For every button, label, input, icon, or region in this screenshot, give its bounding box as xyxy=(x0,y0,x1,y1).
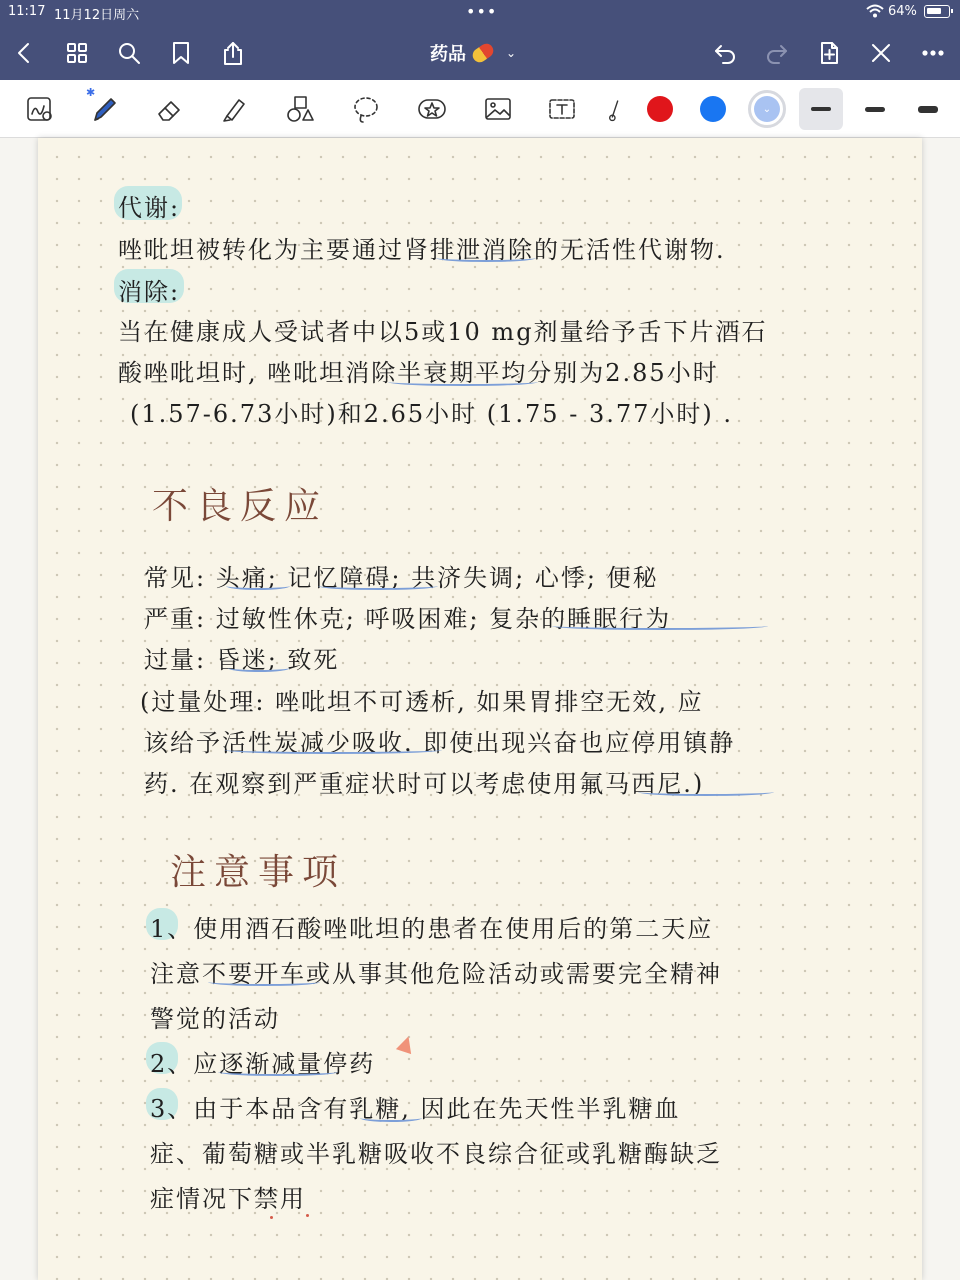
lasso-tool[interactable] xyxy=(344,88,388,130)
adverse-line: 严重: 过敏性休克; 呼吸困难; 复杂的睡眠行为 xyxy=(144,605,672,633)
precautions-heading: 注意事项 xyxy=(170,852,347,893)
metabolism-colon: : xyxy=(170,194,181,222)
more-icon xyxy=(920,40,946,66)
precaution-line: 2、应逐渐减量停药 xyxy=(150,1050,376,1078)
elimination-line: (1.57-6.73小时)和2.65小时 (1.75 - 3.77小时) . xyxy=(130,400,734,428)
laser-pointer-icon xyxy=(600,92,630,126)
underline-mark xyxy=(388,378,538,386)
adverse-line: (过量处理: 唑吡坦不可透析, 如果胃排空无效, 应 xyxy=(140,688,704,716)
add-page-button[interactable] xyxy=(812,36,846,70)
undo-icon xyxy=(712,40,738,66)
stroke-width-thin[interactable] xyxy=(799,88,843,130)
underline-mark xyxy=(224,746,442,754)
underline-mark xyxy=(638,788,774,796)
shape-tool[interactable] xyxy=(278,88,322,130)
status-bar xyxy=(0,0,960,24)
scribble-zoom-icon xyxy=(23,92,57,126)
adverse-line: 常见: 头痛; 记忆障碍; 共济失调; 心悸; 便秘 xyxy=(144,564,659,592)
multitasking-dots-icon[interactable]: ••• xyxy=(466,2,498,21)
share-icon xyxy=(220,40,246,66)
text-box-icon xyxy=(545,92,579,126)
color-red-swatch[interactable] xyxy=(647,96,673,122)
more-button[interactable] xyxy=(916,36,950,70)
metabolism-label: 代谢 xyxy=(118,194,170,222)
sticker-tool[interactable] xyxy=(410,88,454,130)
chevron-left-icon xyxy=(12,40,38,66)
read-only-mode-button[interactable] xyxy=(18,88,62,130)
search-icon xyxy=(116,40,142,66)
status-date: 11月12日周六 xyxy=(54,8,140,23)
adverse-line: 该给予活性炭减少吸收. 即使出现兴奋也应停用镇静 xyxy=(144,729,736,757)
underline-mark xyxy=(360,1114,422,1122)
text-tool[interactable] xyxy=(540,88,584,130)
add-page-icon xyxy=(816,40,842,66)
stray-dot xyxy=(270,1216,273,1219)
pill-emoji-icon xyxy=(470,41,496,65)
search-button[interactable] xyxy=(112,36,146,70)
elimination-colon: : xyxy=(170,278,181,306)
document-title: 药品 xyxy=(430,44,466,65)
precaution-line: 警觉的活动 xyxy=(150,1005,280,1033)
back-button[interactable] xyxy=(8,36,42,70)
stroke-line xyxy=(865,107,885,112)
redo-button[interactable] xyxy=(760,36,794,70)
elimination-line: 酸唑吡坦时, 唑吡坦消除半衰期平均分别为2.85小时 xyxy=(118,359,719,387)
nav-bar xyxy=(0,28,960,78)
chevron-down-icon: ⌄ xyxy=(754,96,780,122)
share-button[interactable] xyxy=(216,36,250,70)
metabolism-text: 唑吡坦被转化为主要通过肾排泄消除的无活性代谢物. xyxy=(118,236,726,264)
underline-mark xyxy=(318,582,438,590)
adverse-line: 过量: 昏迷; 致死 xyxy=(144,646,340,674)
precaution-line: 1、使用酒石酸唑吡坦的患者在使用后的第二天应 xyxy=(150,915,714,943)
image-icon xyxy=(481,92,515,126)
sticker-star-icon xyxy=(415,92,449,126)
lasso-icon xyxy=(349,92,383,126)
precaution-line: 注意不要开车或从事其他危险活动或需要完全精神 xyxy=(150,960,722,988)
pen-tool[interactable] xyxy=(82,88,126,130)
precaution-line: 症、葡萄糖或半乳糖吸收不良综合征或乳糖酶缺乏 xyxy=(150,1140,722,1168)
highlighter-icon xyxy=(217,92,251,126)
document-title-menu[interactable] xyxy=(430,38,516,68)
drawing-toolbar xyxy=(0,80,960,138)
wifi-icon xyxy=(866,4,884,18)
underline-mark xyxy=(552,622,768,630)
battery-percent: 64% xyxy=(888,4,917,19)
battery-icon xyxy=(924,5,950,18)
shapes-icon xyxy=(283,92,317,126)
stroke-width-medium[interactable] xyxy=(853,88,897,130)
color-selected-swatch[interactable] xyxy=(748,90,786,128)
chevron-down-icon: ⌄ xyxy=(506,46,517,60)
elimination-label: 消除 xyxy=(118,278,170,306)
underline-mark xyxy=(436,254,536,262)
top-bar xyxy=(0,0,960,80)
bluetooth-icon: ✱ xyxy=(86,86,96,99)
note-canvas[interactable] xyxy=(0,138,960,1280)
status-time: 11:17 xyxy=(8,4,46,19)
stroke-line xyxy=(918,106,938,113)
underline-mark xyxy=(208,978,320,986)
edit-off-icon xyxy=(868,40,894,66)
underline-mark xyxy=(228,664,290,672)
adverse-reactions-heading: 不良反应 xyxy=(152,486,329,527)
precaution-line: 3、由于本品含有乳糖, 因此在先天性半乳糖血 xyxy=(150,1095,681,1123)
laser-pointer-tool[interactable] xyxy=(600,88,630,130)
underline-mark xyxy=(218,1068,338,1076)
stray-dot xyxy=(306,1214,309,1217)
bookmark-button[interactable] xyxy=(164,36,198,70)
undo-button[interactable] xyxy=(708,36,742,70)
thumbnails-button[interactable] xyxy=(60,36,94,70)
grid-icon xyxy=(64,40,90,66)
stroke-line xyxy=(811,107,831,111)
stroke-width-thick[interactable] xyxy=(906,88,950,130)
image-tool[interactable] xyxy=(476,88,520,130)
elimination-line: 当在健康成人受试者中以5或10 mg剂量给予舌下片酒石 xyxy=(118,318,768,346)
close-edit-button[interactable] xyxy=(864,36,898,70)
redo-icon xyxy=(764,40,790,66)
color-blue-swatch[interactable] xyxy=(700,96,726,122)
eraser-icon xyxy=(153,92,187,126)
pencil-accent-mark xyxy=(396,1034,416,1054)
underline-mark xyxy=(226,582,290,590)
adverse-line: 药. 在观察到严重症状时可以考虑使用氟马西尼.) xyxy=(144,770,705,798)
highlighter-tool[interactable] xyxy=(212,88,256,130)
bookmark-icon xyxy=(168,40,194,66)
precaution-line: 症情况下禁用 xyxy=(150,1185,306,1213)
note-page[interactable] xyxy=(38,138,922,1280)
eraser-tool[interactable] xyxy=(148,88,192,130)
